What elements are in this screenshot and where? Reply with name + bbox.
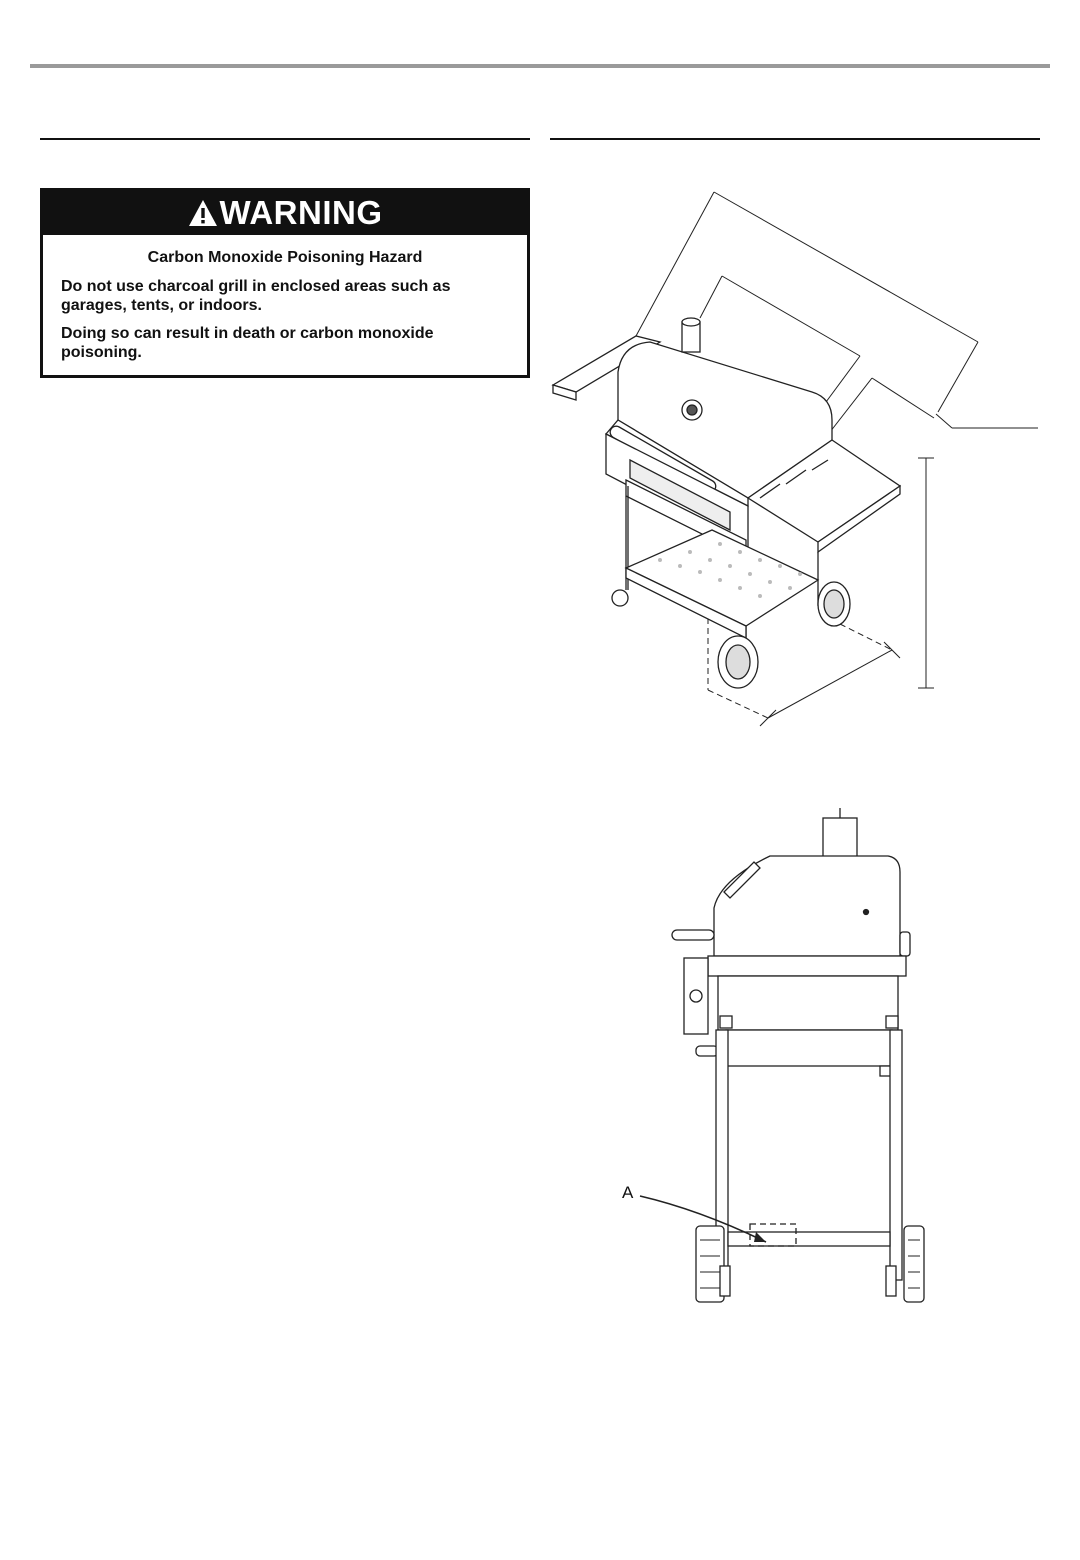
grill-isometric-dimensions-diagram: [550, 180, 1050, 740]
warning-paragraph-2: Doing so can result in death or carbon monoxide poisoning.: [61, 325, 434, 361]
callout-label-a: A: [622, 1183, 634, 1202]
alert-triangle-icon: [188, 199, 218, 227]
grill-front-view-diagram: [610, 800, 950, 1310]
top-rule: [30, 64, 1050, 68]
warning-box: [40, 188, 530, 378]
warning-header: [43, 191, 527, 235]
warning-paragraph-1: Do not use charcoal grill in enclosed areas such as garages, tents, or indoors.: [61, 278, 451, 314]
hazard-title: Carbon Monoxide Poisoning Hazard: [147, 249, 423, 266]
warning-signal-word: WARNING: [219, 194, 383, 231]
left-column-rule: [40, 138, 530, 140]
warning-body: [43, 235, 527, 362]
right-column-rule: [550, 138, 1040, 140]
